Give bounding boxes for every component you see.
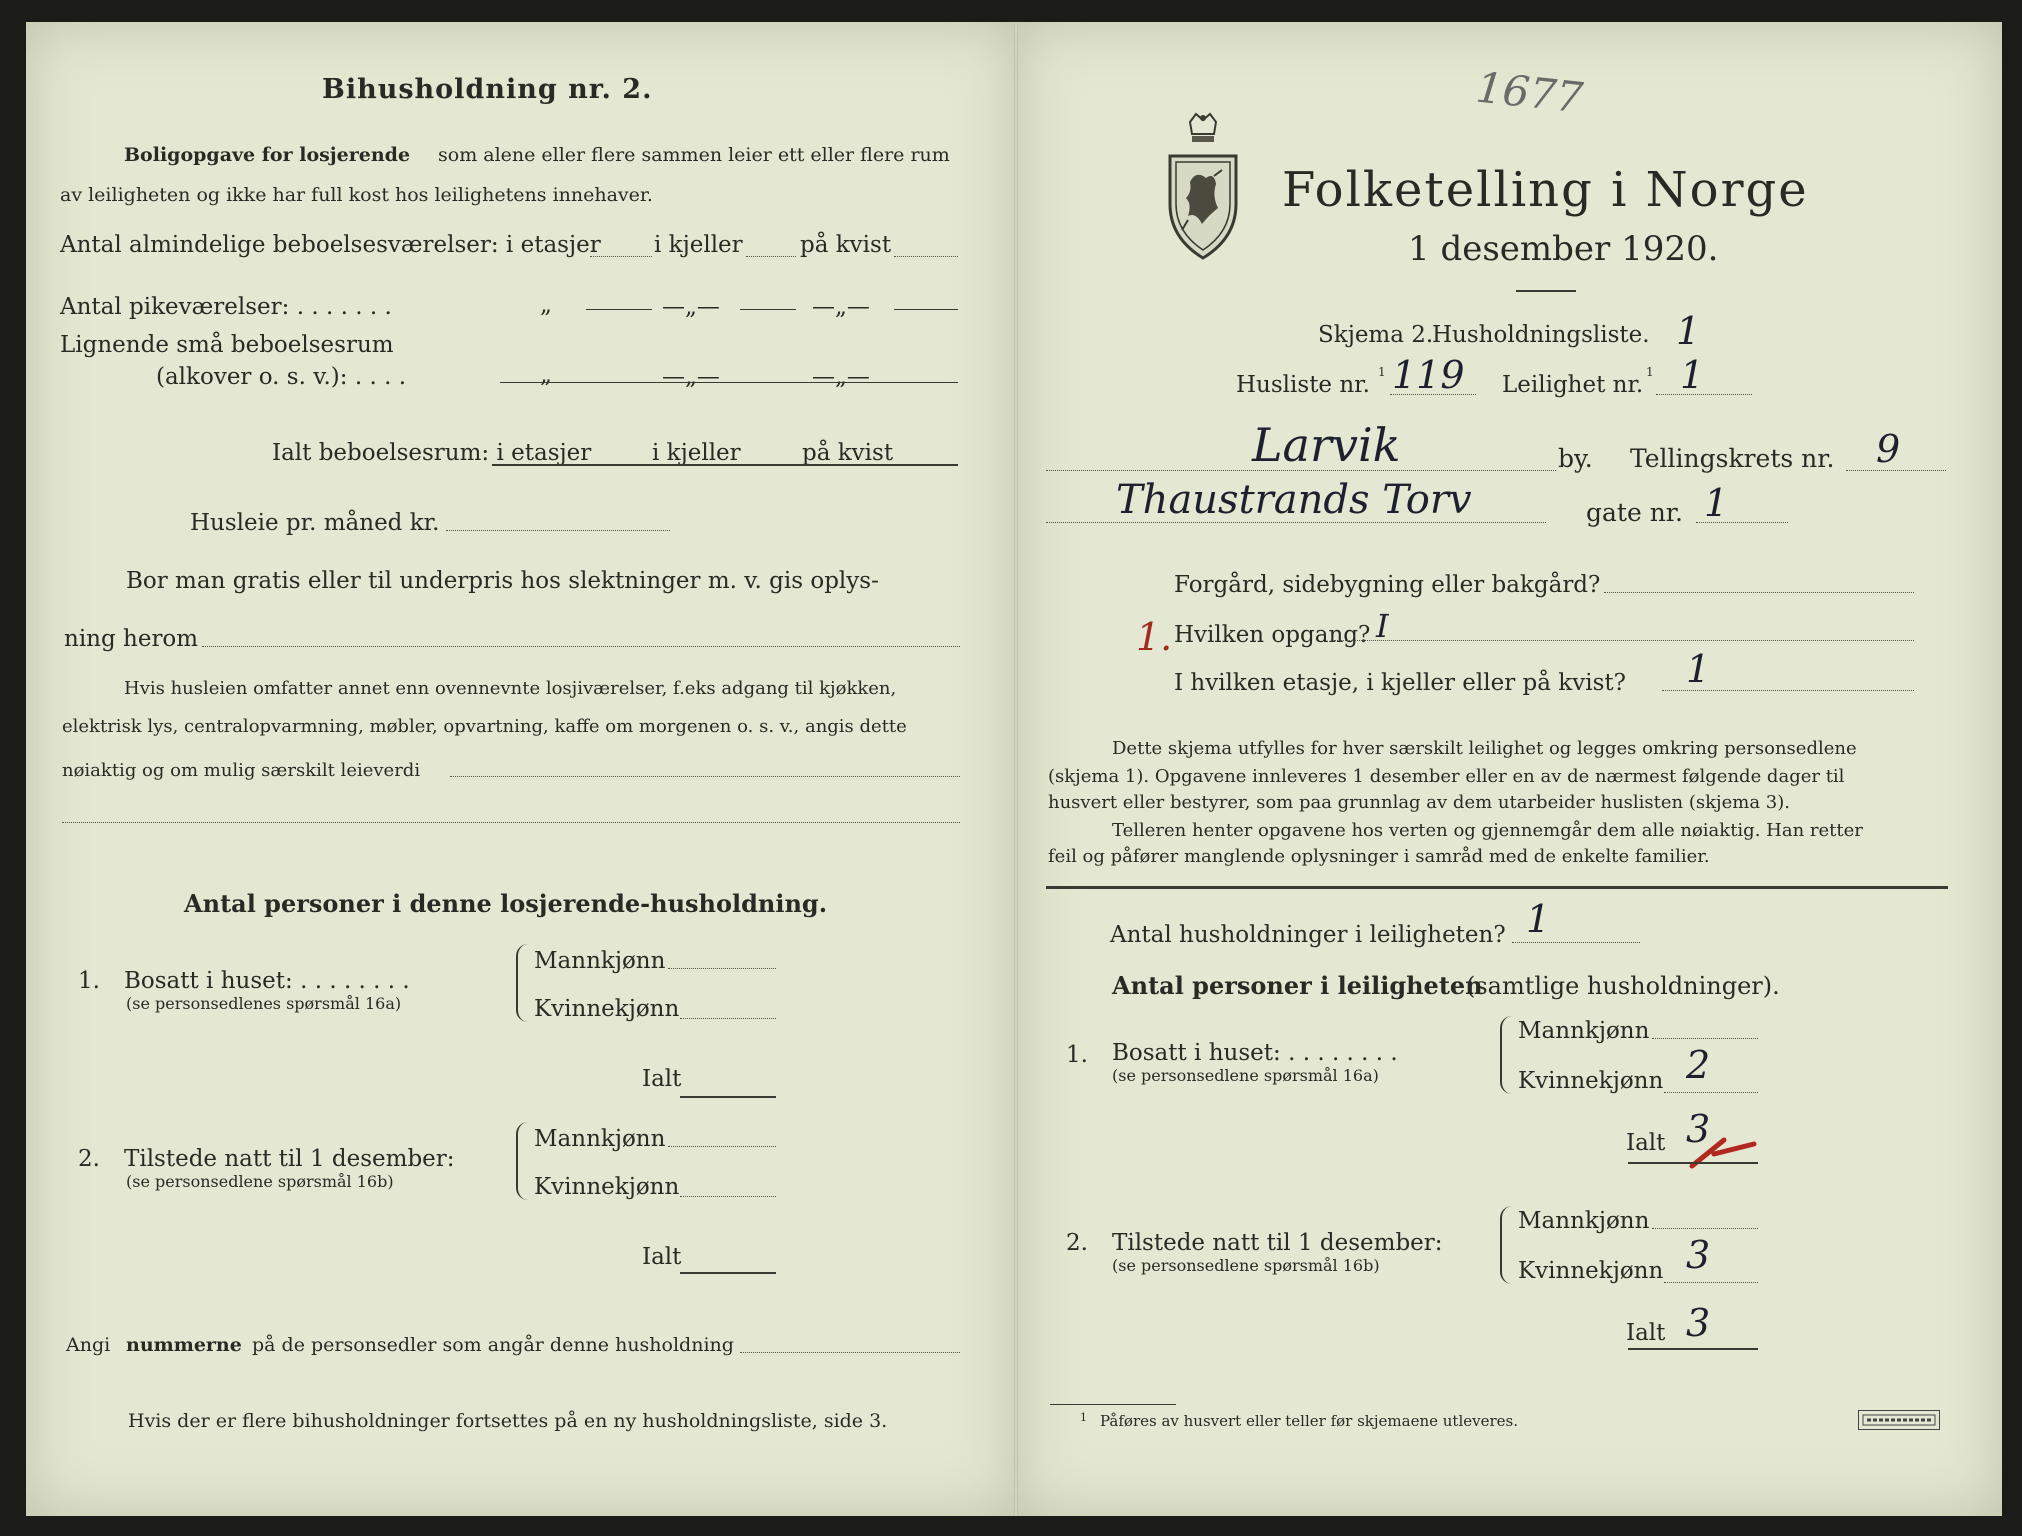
footnote-mark-2: 1 xyxy=(1646,365,1654,379)
husholdningsliste-value[interactable]: 1 xyxy=(1676,309,1701,353)
husleie-label: Husleie pr. måned kr. xyxy=(190,510,440,536)
gate-label: gate nr. xyxy=(1586,498,1683,527)
forgard-label: Forgård, sidebygning eller bakgård? xyxy=(1174,572,1601,598)
tellingskrets-value[interactable]: 9 xyxy=(1876,427,1901,471)
skjema-label: Skjema 2. xyxy=(1318,322,1434,348)
antal-hush-value[interactable]: 1 xyxy=(1526,897,1551,941)
gate-value[interactable]: 1 xyxy=(1704,481,1729,525)
left-q1-label: Bosatt i huset: . . . . . . . . xyxy=(124,968,410,994)
ialt-label: Ialt beboelsesrum: i etasjer xyxy=(272,440,592,466)
right-q2-ialt: Ialt xyxy=(1626,1320,1666,1346)
left-q2-ialt: Ialt xyxy=(642,1244,682,1270)
left-q2-mann: Mannkjønn xyxy=(534,1126,666,1152)
row2-ditto-1: „ xyxy=(540,292,552,318)
gratis-line1: Bor man gratis eller til underpris hos slektninger m. v. gis oplys- xyxy=(126,568,879,594)
left-q2-kvinne: Kvinnekjønn xyxy=(534,1174,680,1200)
footnote-mark-3: 1 xyxy=(1080,1411,1087,1424)
printer-stamp-icon xyxy=(1858,1410,1940,1430)
opgang-label: Hvilken opgang? xyxy=(1174,622,1371,648)
info-line3: husvert eller bestyrer, som paa grunnlag av dem utarbeider huslisten (skjema 3). xyxy=(1048,792,1790,813)
right-q2-kvinne: Kvinnekjønn xyxy=(1518,1258,1664,1284)
husholdningsliste-label: Husholdningsliste. xyxy=(1432,322,1650,348)
city-value[interactable]: Larvik xyxy=(1252,418,1401,472)
main-title: Folketelling i Norge xyxy=(1282,162,1809,218)
red-correction-mark xyxy=(1688,1130,1758,1170)
intro-bold: Boligopgave for losjerende xyxy=(124,144,411,166)
row2-ditto-3: —„— xyxy=(812,294,870,320)
pencil-number: 1677 xyxy=(1473,62,1586,123)
persons-title: Antal personer i denne losjerende-husholdning. xyxy=(184,889,828,918)
right-q1-sub: (se personsedlene spørsmål 16a) xyxy=(1112,1066,1379,1085)
coat-of-arms-icon xyxy=(1162,112,1244,262)
street-value[interactable]: Thaustrands Torv xyxy=(1116,477,1472,523)
row3-label: Lignende små beboelsesrum xyxy=(60,332,394,358)
row2-ditto-2: —„— xyxy=(662,294,720,320)
husliste-value[interactable]: 119 xyxy=(1392,353,1465,397)
gratis-line2: ning herom xyxy=(64,626,199,652)
right-q1-num: 1. xyxy=(1066,1042,1088,1068)
leilighet-value[interactable]: 1 xyxy=(1680,353,1705,397)
right-q2-label: Tilstede natt til 1 desember: xyxy=(1112,1230,1443,1256)
right-q1-label: Bosatt i huset: . . . . . . . . xyxy=(1112,1040,1398,1066)
right-q1-ialt-value[interactable]: 3 xyxy=(1686,1107,1711,1151)
left-q2-label: Tilstede natt til 1 desember: xyxy=(124,1146,455,1172)
row3-label2: (alkover o. s. v.): . . . . xyxy=(156,364,407,390)
intro-line2: av leiligheten og ikke har full kost hos leilighetens innehaver. xyxy=(60,184,653,206)
ialt-kvist: på kvist xyxy=(802,440,894,466)
row1-kjeller: i kjeller xyxy=(654,232,743,258)
left-q1-sub: (se personsedlenes spørsmål 16a) xyxy=(126,994,402,1013)
hvis-line2: elektrisk lys, centralopvarmning, møbler, opvartning, kaffe om morgenen o. s. v., angis dette xyxy=(62,716,907,737)
left-q1-mann: Mannkjønn xyxy=(534,948,666,974)
right-q1-mann: Mannkjønn xyxy=(1518,1018,1650,1044)
by-label: by. xyxy=(1558,444,1593,473)
footnote-text: Påføres av husvert eller teller før skjemaene utleveres. xyxy=(1100,1412,1518,1430)
row1-label: Antal almindelige beboelsesværelser: i etasjer xyxy=(60,232,601,258)
left-q2-num: 2. xyxy=(78,1146,100,1172)
left-q1-num: 1. xyxy=(78,968,100,994)
info-line5: feil og påfører manglende oplysninger i samråd med de enkelte familier. xyxy=(1048,846,1710,867)
leilighet-label: Leilighet nr. xyxy=(1502,372,1644,398)
persons-rest: (samtlige husholdninger). xyxy=(1466,972,1780,1000)
tellingskrets-label: Tellingskrets nr. xyxy=(1630,444,1835,473)
right-q1-ialt: Ialt xyxy=(1626,1130,1666,1156)
angi-bold: nummerne xyxy=(126,1334,242,1356)
right-q2-ialt-value[interactable]: 3 xyxy=(1686,1301,1711,1345)
left-title: Bihusholdning nr. 2. xyxy=(322,74,653,105)
etasje-value[interactable]: 1 xyxy=(1686,647,1711,691)
ialt-kjeller: i kjeller xyxy=(652,440,741,466)
info-line4: Telleren henter opgavene hos verten og gjennemgår dem alle nøiaktig. Han retter xyxy=(1112,820,1863,841)
left-q2-sub: (se personsedlene spørsmål 16b) xyxy=(126,1172,394,1191)
left-q1-ialt: Ialt xyxy=(642,1066,682,1092)
info-line2: (skjema 1). Opgavene innleveres 1 desember eller en av de nærmest følgende dager til xyxy=(1048,766,1845,787)
right-q1-kvinne: Kvinnekjønn xyxy=(1518,1068,1664,1094)
husliste-label: Husliste nr. xyxy=(1236,372,1370,398)
intro-rest: som alene eller flere sammen leier ett eller flere rum xyxy=(438,144,950,166)
footnote-mark-1: 1 xyxy=(1378,365,1386,379)
antal-hush-label: Antal husholdninger i leiligheten? xyxy=(1110,922,1506,948)
opgang-value[interactable]: I xyxy=(1376,607,1389,645)
left-q1-kvinne: Kvinnekjønn xyxy=(534,996,680,1022)
right-q2-kvinne-value[interactable]: 3 xyxy=(1686,1233,1711,1277)
hvis-line3: nøiaktig og om mulig særskilt leieverdi xyxy=(62,760,421,781)
row2-label: Antal pikeværelser: . . . . . . . xyxy=(60,294,392,320)
persons-bold: Antal personer i leiligheten xyxy=(1112,971,1483,1000)
info-line1: Dette skjema utfylles for hver særskilt leilighet og legges omkring personsedlene xyxy=(1112,738,1857,759)
row3-ditto-2: —„— xyxy=(662,364,720,390)
opgang-mark: 1. xyxy=(1136,615,1173,659)
right-q2-mann: Mannkjønn xyxy=(1518,1208,1650,1234)
row3-ditto-3: —„— xyxy=(812,364,870,390)
etasje-label: I hvilken etasje, i kjeller eller på kvist? xyxy=(1174,670,1626,696)
row1-kvist: på kvist xyxy=(800,232,892,258)
left-footer: Hvis der er flere bihusholdninger fortsettes på en ny husholdningsliste, side 3. xyxy=(128,1410,888,1432)
right-q1-kvinne-value[interactable]: 2 xyxy=(1686,1043,1711,1087)
census-date: 1 desember 1920. xyxy=(1408,229,1719,269)
hvis-line1: Hvis husleien omfatter annet enn ovennevnte losjiværelser, f.eks adgang til kjøkken, xyxy=(124,678,897,699)
right-q2-num: 2. xyxy=(1066,1230,1088,1256)
right-q2-sub: (se personsedlene spørsmål 16b) xyxy=(1112,1256,1380,1275)
page-fold xyxy=(1014,22,1018,1516)
angi-rest: på de personsedler som angår denne husholdning xyxy=(252,1334,734,1356)
angi-pre: Angi xyxy=(66,1334,111,1356)
row3-ditto-1: „ xyxy=(540,362,552,388)
